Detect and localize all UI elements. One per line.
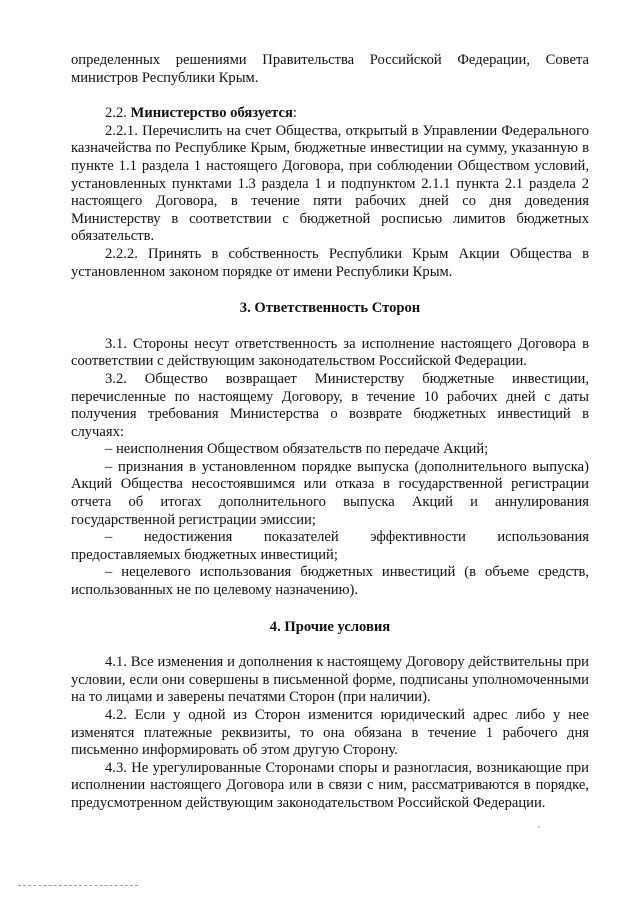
clause-4-3: 4.3. Не урегулированные Сторонами споры и разногласия, возникающие при исполнении настоящего Договора или в связи с ним, рассматриваются в порядке, предусмотренном действующим законодательством Российской Федерации. — [71, 759, 589, 811]
list-item: – признания в установленном порядке выпуска (дополнительного выпуска) Акций Общества несостоявшимся или отказа в государственной регистрации отчета об итогах дополнительного выпуска Акций и аннулирования государственной регистрации эмиссии; — [71, 458, 589, 528]
section-3-title: 3. Ответственность Сторон — [239, 300, 421, 317]
clause-4-1: 4.1. Все изменения и дополнения к настоящему Договору действительны при условии, если они совершены в письменной форме, подписаны уполномоченными на то лицами и заверены печатями Сторон (при наличии). — [71, 654, 589, 706]
list-item: – нецелевого использования бюджетных инвестиций (в объеме средств, использованных не по целевому назначению). — [71, 564, 589, 599]
section-4-title: 4. Прочие условия — [269, 618, 391, 635]
footer-divider — [18, 885, 138, 886]
clause-2-2-title: Министерство обязуется — [130, 105, 293, 122]
clause-3-2: 3.2. Общество возвращает Министерству бюджетные инвестиции, перечисленные по настоящему Договору, в течение 10 рабочих дней с даты получения требования Министерства о возврате бюджетных инвестиций в случаях: — [71, 370, 589, 440]
clause-2-2-1: 2.2.1. Перечислить на счет Общества, открытый в Управлении Федерального казначейства по Республике Крым, бюджетные инвестиции на сумму, указанную в пункте 1.1 раздела 1 настоящего Договора, при соблюдении Обществом условий, установленных пунктами 1.3 раздела 1 и подпунктом 2.1.1 пункта 2.1 раздела 2 настоящего Договора, в течение пяти рабочих дней со дня доведения Министерству в соответствии с бюджетной росписью лимитов бюджетных обязательств. — [71, 122, 589, 245]
list-item: – неисполнения Обществом обязательств по передаче Акций; — [105, 441, 489, 458]
clause-4-2: 4.2. Если у одной из Сторон изменится юридический адрес либо у нее изменятся платежные реквизиты, то она обязана в течение 1 рабочего дня письменно информировать об этом другую Сторону. — [71, 707, 589, 759]
scan-artifact — [538, 826, 540, 828]
clause-2-2-2: 2.2.2. Принять в собственность Республики Крым Акции Общества в установленном законом порядке от имени Республики Крым. — [71, 245, 589, 280]
clause-2-2-heading — [71, 105, 589, 123]
document-body — [71, 52, 589, 813]
paragraph-intro: определенных решениями Правительства Российской Федерации, Совета министров Республики Крым. — [71, 52, 589, 86]
list-item: – недостижения показателей эффективности использования предоставляемых бюджетных инвестиций; — [71, 529, 589, 563]
clause-3-1: 3.1. Стороны несут ответственность за исполнение настоящего Договора в соответствии с действующим законодательством Российской Федерации. — [71, 335, 589, 370]
clause-2-2-number: 2.2. — [105, 105, 127, 122]
clause-2-2-colon: : — [292, 105, 297, 122]
